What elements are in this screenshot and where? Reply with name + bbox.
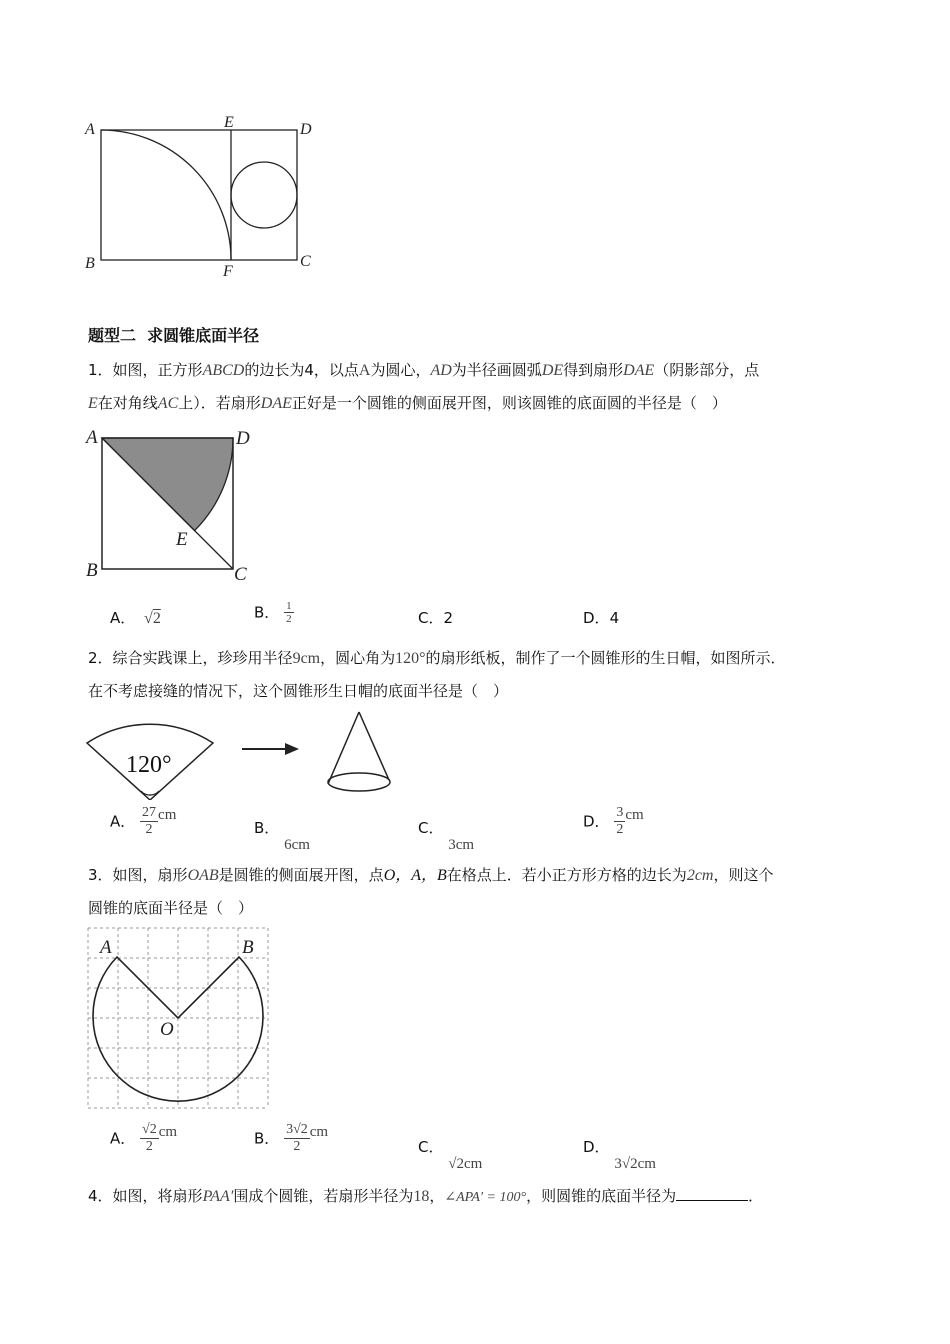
outer-rectangle <box>101 130 297 260</box>
shaded-sector-dae <box>102 438 233 531</box>
q4-var-paa: PAA′ <box>202 1188 234 1205</box>
q2-option-c-value: 3cm <box>448 837 475 853</box>
q2-option-b-value: 6cm <box>284 837 310 853</box>
q3-option-d-value: 3√2cm <box>614 1156 656 1172</box>
q3-option-a[interactable] <box>110 1122 177 1155</box>
q3-option-a-label: A． <box>110 1129 136 1148</box>
q2-line2: 在不考虑接缝的情况下，这个圆锥形生日帽的底面半径是（ ） <box>88 682 509 700</box>
q3-text-4: ，则这个 <box>713 866 774 884</box>
label-A: A <box>85 121 95 138</box>
label-B: B <box>85 255 95 272</box>
q4-text-2: 围成个圆锥，若扇形半径为 <box>233 1187 414 1205</box>
q3-option-b-fraction <box>284 1122 310 1155</box>
q3-option-a-numerator: √2 <box>142 1122 157 1137</box>
q3-option-b-unit: cm <box>309 1124 329 1140</box>
q1-option-a-value: √2 <box>144 610 161 627</box>
q4-text-1: 如图，将扇形 <box>112 1187 203 1205</box>
q3-label-B: B <box>242 937 254 958</box>
q2-option-a-numerator: 27 <box>142 805 157 820</box>
q1-figure-square-sector <box>80 420 260 590</box>
q1-number: 1． <box>88 361 113 379</box>
q1-option-b-numerator: 1 <box>286 600 292 612</box>
q3-number: 3． <box>88 866 113 884</box>
label-D: D <box>300 121 312 138</box>
q3-var-oab: OAB <box>187 867 219 884</box>
q2-number: 2． <box>88 649 113 667</box>
q1-var-de: DE <box>541 362 564 379</box>
q1-option-b-denominator: 2 <box>286 613 292 625</box>
inner-circle <box>231 162 297 228</box>
q2-option-d-denominator: 2 <box>616 822 624 837</box>
q3-option-a-unit: cm <box>158 1124 178 1140</box>
q1-option-b[interactable] <box>254 600 294 625</box>
q3-option-c[interactable] <box>418 1137 482 1174</box>
q1-label-D: D <box>236 428 250 449</box>
q3-var-points: O，A，B <box>383 867 447 884</box>
q1-option-b-fraction <box>284 600 294 625</box>
q1-option-c[interactable] <box>418 608 453 628</box>
q3-text-2: 是圆锥的侧面展开图，点 <box>218 866 384 884</box>
q1-text-2: 的边长为4，以点 <box>244 361 359 379</box>
q3-text-1: 如图，扇形 <box>112 866 188 884</box>
q1-option-d-value: 4 <box>609 609 620 627</box>
q1-text-6: （阴影部分，点 <box>654 361 760 379</box>
q4-var-angle: ∠APA′ = 100° <box>444 1190 527 1205</box>
q4-number: 4． <box>88 1187 113 1205</box>
q4-text-5: ． <box>748 1187 764 1205</box>
q2-option-a-label: A． <box>110 812 136 831</box>
q3-figure-grid-sector <box>80 920 280 1115</box>
q1-text-5: 得到扇形 <box>563 361 624 379</box>
q1-option-a-radicand: 2 <box>152 610 161 627</box>
q2-option-a-fraction <box>140 805 158 838</box>
q1-var-dae-2: DAE <box>260 395 292 412</box>
q4-answer-blank[interactable] <box>676 1186 748 1201</box>
q3-option-c-label: C． <box>418 1138 444 1156</box>
q3-label-O: O <box>160 1019 174 1040</box>
q3-option-b-denominator: 2 <box>293 1139 301 1154</box>
q3-option-d-label: D． <box>583 1138 610 1156</box>
q3-option-b-numerator: 3√2 <box>286 1122 308 1137</box>
q1-option-c-value: 2 <box>443 609 454 627</box>
q2-text-3: 的扇形纸板，制作了一个圆锥形的生日帽，如图所示． <box>425 649 786 667</box>
q1-option-c-label: C． <box>418 609 444 627</box>
sector-angle-label: 120° <box>126 752 172 778</box>
q3-option-b-label: B． <box>254 1129 280 1148</box>
q3-option-a-denominator: 2 <box>145 1139 153 1154</box>
figure-rectangle-arc-circle <box>80 110 330 280</box>
q3-option-d[interactable] <box>583 1137 656 1174</box>
q2-option-d[interactable] <box>583 805 644 838</box>
q2-text-1: 综合实践课上，珍珍用半径 <box>112 649 293 667</box>
q4-text-3: ， <box>429 1187 445 1205</box>
quarter-arc-af <box>101 130 231 260</box>
q2-option-d-fraction <box>614 805 625 838</box>
q3-line1 <box>88 865 773 886</box>
q3-option-a-fraction <box>140 1122 159 1155</box>
q1-text-4: 为半径画圆弧 <box>451 361 542 379</box>
q1-var-dae: DAE <box>623 362 655 379</box>
section-title: 题型二 求圆锥底面半径 <box>88 326 260 345</box>
q2-option-c-label: C． <box>418 819 444 837</box>
label-E: E <box>224 114 234 131</box>
q2-option-d-numerator: 3 <box>616 805 624 820</box>
q1-var-abcd: ABCD <box>202 362 245 379</box>
q1-option-d[interactable] <box>583 608 619 628</box>
q2-option-a-denominator: 2 <box>145 822 153 837</box>
q2-option-a-unit: cm <box>158 807 177 823</box>
q3-var-length: 2cm <box>686 867 714 884</box>
q1-label-B: B <box>86 560 98 581</box>
q2-option-b[interactable] <box>254 818 310 855</box>
q1-var-ad: AD <box>430 362 452 379</box>
q1-text-7: 在对角线 <box>97 394 158 412</box>
arrow-head <box>285 743 299 755</box>
q2-figure-sector-to-cone <box>80 700 420 800</box>
cone-side-right <box>359 712 389 780</box>
q3-option-c-value: √2cm <box>448 1156 483 1172</box>
q4-line1 <box>88 1186 763 1208</box>
q1-text-8: 上）．若扇形 <box>178 394 261 412</box>
q1-line1 <box>88 360 759 381</box>
q1-label-E: E <box>176 529 188 550</box>
q1-option-d-label: D． <box>583 609 610 627</box>
q1-var-e: E <box>88 395 98 412</box>
q1-var-ac: AC <box>157 395 179 412</box>
q2-var-radius: 9cm <box>292 650 321 667</box>
q3-text-3: 在格点上．若小正方形方格的边长为 <box>446 866 687 884</box>
q2-var-angle: 120° <box>395 650 426 667</box>
q1-line2 <box>88 393 727 414</box>
q3-label-A: A <box>100 937 112 958</box>
q3-line2: 圆锥的底面半径是（ ） <box>88 899 254 917</box>
q2-option-d-label: D． <box>583 812 610 831</box>
cone-base <box>328 773 390 791</box>
q3-option-b[interactable] <box>254 1122 328 1155</box>
label-C: C <box>300 253 311 270</box>
q2-option-c[interactable] <box>418 818 474 855</box>
q2-line1 <box>88 648 786 669</box>
q2-option-d-unit: cm <box>625 807 644 823</box>
q1-text-3: 为圆心， <box>370 361 431 379</box>
q4-text-4: ，则圆锥的底面半径为 <box>526 1187 677 1205</box>
q1-var-a: A <box>358 362 371 379</box>
label-F: F <box>223 263 233 280</box>
q1-option-a-label: A． <box>110 609 136 627</box>
q2-option-b-label: B． <box>254 819 280 837</box>
q2-text-2: ，圆心角为 <box>320 649 396 667</box>
q1-option-a[interactable] <box>110 608 161 629</box>
q1-text-1: 如图，正方形 <box>112 361 203 379</box>
q1-text-9: 正好是一个圆锥的侧面展开图，则该圆锥的底面圆的半径是（ ） <box>291 394 727 412</box>
q1-option-b-label: B． <box>254 603 280 622</box>
q4-var-radius: 18 <box>413 1188 430 1205</box>
q2-option-a[interactable] <box>110 805 176 838</box>
q1-label-C: C <box>234 564 247 585</box>
q1-label-A: A <box>86 427 98 448</box>
